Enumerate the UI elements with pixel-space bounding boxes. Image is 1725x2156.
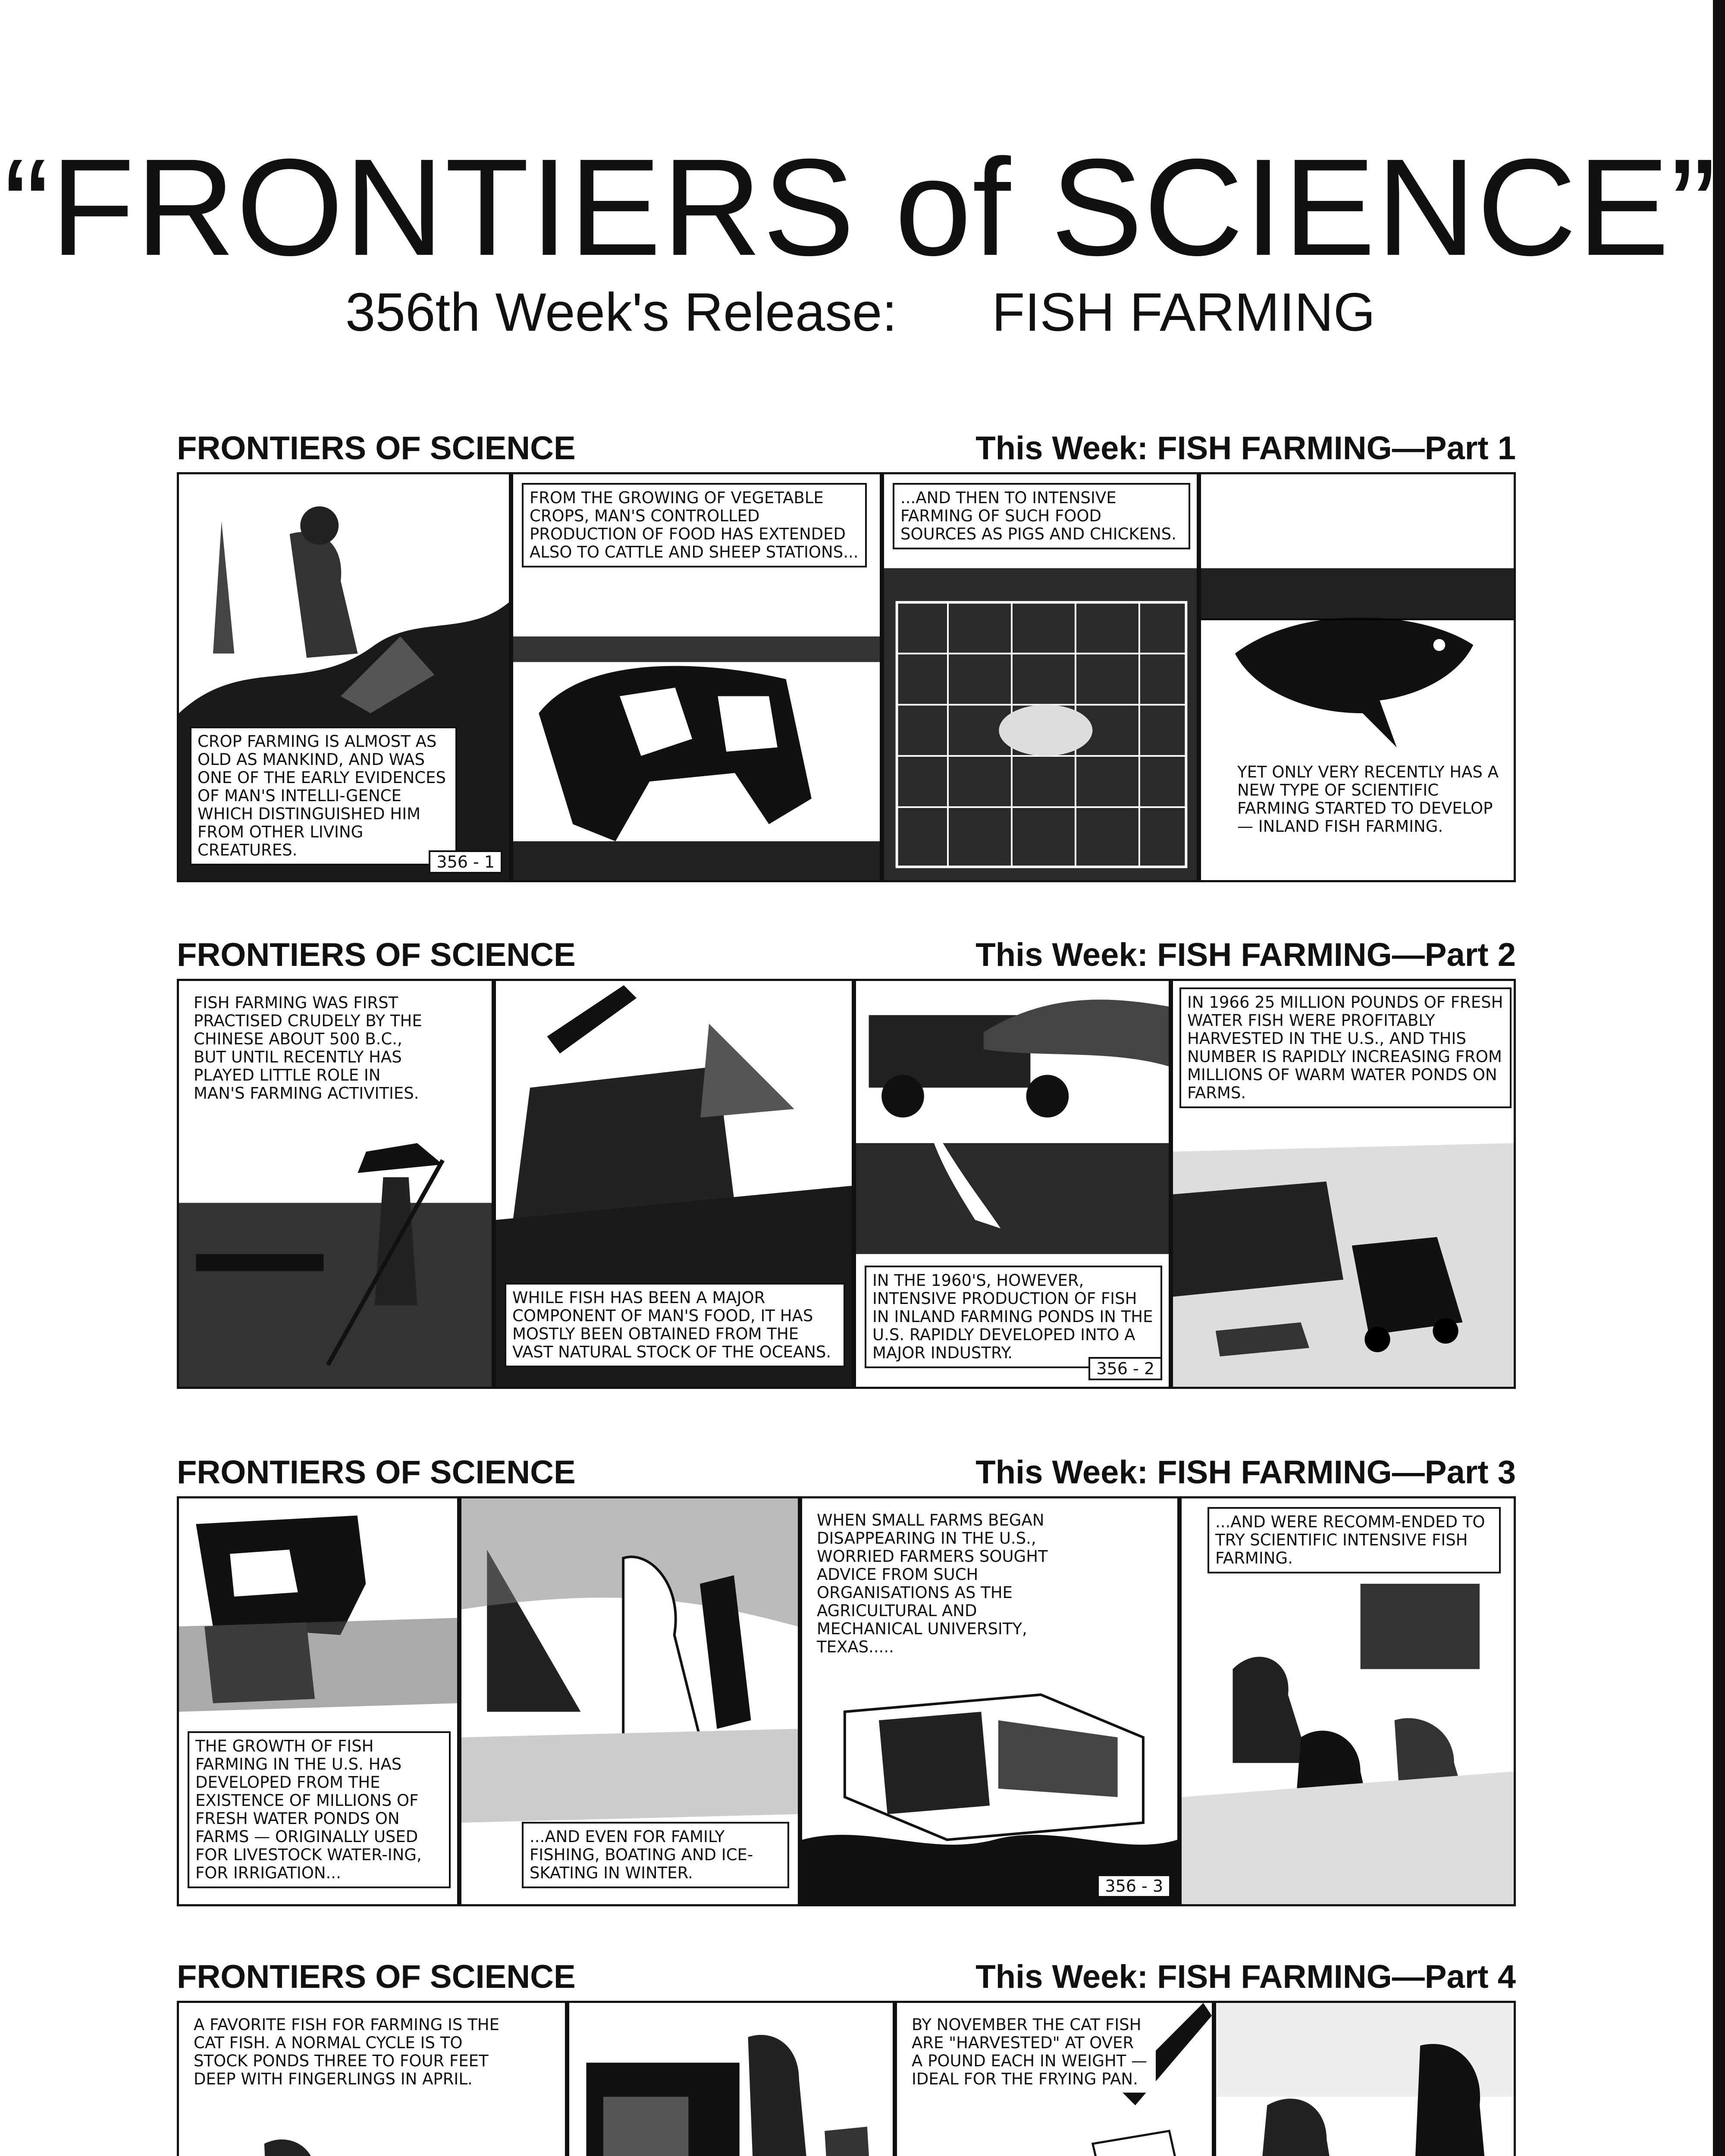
comic-panel (854, 979, 1171, 1389)
panel-caption: ...AND EVEN FOR FAMILY FISHING, BOATING AND ICE-SKATING IN WINTER. (522, 1822, 789, 1888)
strip-header (170, 1449, 1516, 1496)
strip-header (170, 425, 1516, 472)
strip-number: 356 - 2 (1088, 1357, 1162, 1380)
panel-caption: ...AND THEN TO INTENSIVE FARMING OF SUCH FOOD SOURCES AS PIGS AND CHICKENS. (893, 483, 1190, 549)
comic-panel (511, 472, 882, 882)
strip-series-title: FRONTIERS OF SCIENCE (177, 430, 576, 467)
strip-week-title: This Week: FISH FARMING—Part 3 (975, 1454, 1516, 1491)
release-week: 356th Week's Release: (345, 282, 897, 342)
panel-caption: A FAVORITE FISH FOR FARMING IS THE CAT FISH. A NORMAL CYCLE IS TO STOCK PONDS THREE TO FOUR FEET DEEP WITH FINGERLINGS IN APRIL. (188, 2012, 515, 2093)
panel-caption: CROP FARMING IS ALMOST AS OLD AS MANKIND, AND WAS ONE OF THE EARLY EVIDENCES OF MAN'S INTELLI-GENCE WHICH DISTINGUISHED HIM FROM OTHER LIVING CREATURES. (190, 727, 457, 865)
comic-panel (800, 1496, 1179, 1906)
panel-caption: IN THE 1960'S, HOWEVER, INTENSIVE PRODUCTION OF FISH IN INLAND FARMING PONDS IN THE U.S. RAPIDLY DEVELOPED INTO A MAJOR INDUSTRY. (865, 1266, 1162, 1368)
comic-panel (1171, 979, 1516, 1389)
release-subtitle (0, 280, 1721, 345)
strip-series-title: FRONTIERS OF SCIENCE (177, 937, 576, 973)
panel-caption: BY NOVEMBER THE CAT FISH ARE "HARVESTED" AT OVER A POUND EACH IN WEIGHT — IDEAL FOR THE FRYING PAN. (906, 2012, 1156, 2093)
panel-caption: FROM THE GROWING OF VEGETABLE CROPS, MAN'S CONTROLLED PRODUCTION OF FOOD HAS EXTENDED ALSO TO CATTLE AND SHEEP STATIONS... (522, 483, 867, 567)
comic-panel (1199, 472, 1516, 882)
comic-strip-4 (170, 1953, 1516, 2156)
comic-strip-1 (170, 425, 1516, 884)
comic-panel (1214, 2001, 1516, 2156)
release-topic: FISH FARMING (992, 282, 1376, 342)
strip-header (170, 931, 1516, 979)
comic-strip-2 (170, 931, 1516, 1391)
comic-panel (494, 979, 854, 1389)
panel-caption: ...AND WERE RECOMM-ENDED TO TRY SCIENTIFIC INTENSIVE FISH FARMING. (1208, 1507, 1501, 1573)
strip-week-title: This Week: FISH FARMING—Part 4 (975, 1959, 1516, 1995)
comic-panel (177, 1496, 459, 1906)
panel-caption: WHILE FISH HAS BEEN A MAJOR COMPONENT OF MAN'S FOOD, IT HAS MOSTLY BEEN OBTAINED FROM THE VAST NATURAL STOCK OF THE OCEANS. (505, 1283, 845, 1367)
comic-strip-3 (170, 1449, 1516, 1908)
comic-panel (459, 1496, 800, 1906)
comic-panel (895, 2001, 1214, 2156)
comic-panel (567, 2001, 895, 2156)
strip-week-title: This Week: FISH FARMING—Part 1 (975, 430, 1516, 467)
strip-number: 356 - 1 (429, 850, 502, 874)
comic-panel (177, 979, 494, 1389)
page-title: “FRONTIERS of SCIENCE” (3, 130, 1717, 284)
comic-panel (882, 472, 1199, 882)
strip-header (170, 1953, 1516, 2001)
panel-illustration (1216, 2003, 1514, 2156)
comic-panel (1179, 1496, 1516, 1906)
panel-caption: THE GROWTH OF FISH FARMING IN THE U.S. HAS DEVELOPED FROM THE EXISTENCE OF MILLIONS OF FRESH WATER PONDS ON FARMS — ORIGINALLY USED FOR LIVESTOCK WATER-ING, FOR IRRIGATION... (188, 1731, 451, 1888)
strip-week-title: This Week: FISH FARMING—Part 2 (975, 937, 1516, 973)
panel-caption: YET ONLY VERY RECENTLY HAS A NEW TYPE OF SCIENTIFIC FARMING STARTED TO DEVELOP — INLAND FISH FARMING. (1231, 759, 1507, 840)
comic-panel (177, 2001, 567, 2156)
panel-illustration (569, 2003, 893, 2156)
panel-caption: FISH FARMING WAS FIRST PRACTISED CRUDELY BY THE CHINESE ABOUT 500 B.C., BUT UNTIL RECENTLY HAS PLAYED LITTLE ROLE IN MAN'S FARMING ACTIVITIES. (188, 990, 429, 1107)
comic-panel (177, 472, 511, 882)
strip-series-title: FRONTIERS OF SCIENCE (177, 1959, 576, 1995)
panel-caption: IN 1966 25 MILLION POUNDS OF FRESH WATER FISH WERE PROFITABLY HARVESTED IN THE U.S., AND THIS NUMBER IS RAPIDLY INCREASING FROM MILLIONS OF WARM WATER PONDS ON FARMS. (1179, 987, 1512, 1108)
strip-series-title: FRONTIERS OF SCIENCE (177, 1454, 576, 1491)
strip-number: 356 - 3 (1097, 1874, 1171, 1898)
panel-caption: WHEN SMALL FARMS BEGAN DISAPPEARING IN THE U.S., WORRIED FARMERS SOUGHT ADVICE FROM SUCH ORGANISATIONS AS THE AGRICULTURAL AND MECHANICAL UNIVERSITY, TEXAS..... (811, 1507, 1078, 1661)
